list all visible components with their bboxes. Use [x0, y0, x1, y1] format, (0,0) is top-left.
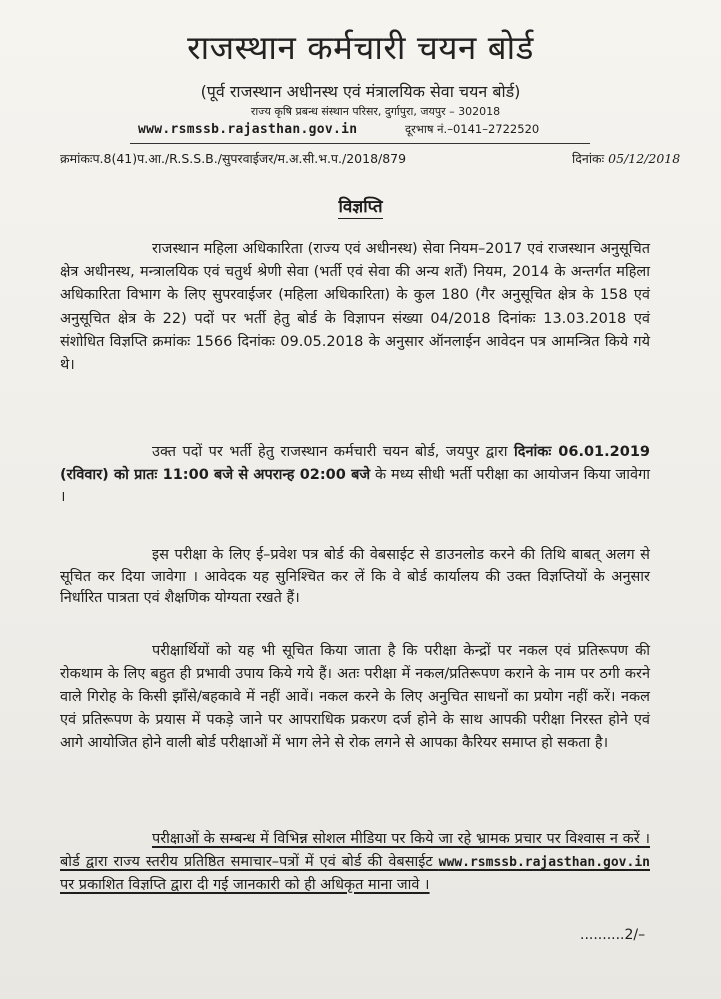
social-media-text-start: परीक्षाओं के सम्बन्ध में विभिन्न सोशल मीडिया पर किये जा रहे भ्रामक प्रचार पर विश्वास न करें । बोर्ड द्वारा राज्य स्तरीय प्रतिष्ठित समाचार–पत्रों में एवं बोर्ड की वेबसाईट: [60, 831, 650, 870]
header-divider: [130, 143, 590, 144]
social-media-text-end: पर प्रकाशित विज्ञप्ति द्वारा दी गई जानकारी को ही अधिकृत माना जावे ।: [60, 877, 430, 893]
organization-subtitle: (पूर्व राजस्थान अधीनस्थ एवं मंत्रालयिक सेवा चयन बोर्ड): [200, 82, 521, 101]
organization-title: राजस्थान कर्मचारी चयन बोर्ड: [187, 28, 534, 67]
exam-date-intro: उक्त पदों पर भर्ती हेतु राजस्थान कर्मचारी चयन बोर्ड, जयपुर द्वारा: [152, 444, 515, 460]
date-label: दिनांकः: [572, 151, 605, 166]
paragraph-social-media-warning: [60, 828, 650, 897]
website-link[interactable]: www.rsmssb.rajasthan.gov.in: [138, 122, 358, 137]
reference-row: [60, 150, 701, 167]
page-continuation: ..........2/–: [580, 927, 646, 943]
contact-row: [0, 122, 721, 142]
notice-heading: [0, 194, 721, 217]
paragraph-recruitment-details: राजस्थान महिला अधिकारिता (राज्य एवं अधीनस्थ) सेवा नियम–2017 एवं राजस्थान अनुसूचित क्षेत्र अधीनस्थ, मन्त्रालयिक एवं चतुर्थ श्रेणी सेवा (भर्ती एवं सेवा की अन्य शर्तें) नियम, 2014 के अन्तर्गत महिला अधिकारिता विभाग के लिए सुपरवाईजर (महिला अधिकारिता) के कुल 180 (गैर अनुसूचित क्षेत्र के 158 एवं अनुसूचित क्षेत्र के 22) पदों पर भर्ती हेतु बोर्ड के विज्ञापन संख्या 04/2018 दिनांकः 13.03.2018 एवं संशोधित विज्ञप्ति क्रमांकः 1566 दिनांकः 09.05.2018 के अनुसार ऑनलाईन आवेदन पत्र आमन्त्रित किये गये थे।: [60, 241, 650, 374]
date-value: 05/12/2018: [608, 151, 681, 166]
notice-heading-text: विज्ञप्ति: [338, 197, 383, 217]
paragraph-cheating-warning: परीक्षार्थियों को यह भी सूचित किया जाता है कि परीक्षा केन्द्रों पर नकल एवं प्रतिरूपण की रोकथाम के लिए बहुत ही प्रभावी उपाय किये गये हैं। अतः परीक्षा में नकल/प्रतिरूपण कराने के नाम पर ठगी करने वाले गिरोह के किसी झाँसे/बहकावे में नहीं आवें। नकल करने के लिए अनुचित साधनों का प्रयोग नहीं करें। नकल एवं प्रतिरूपण के प्रयास में पकड़े जाने पर आपराधिक प्रकरण दर्ज होने के साथ आपकी परीक्षा निरस्त होने एवं आगे आयोजित होने वाली बोर्ड परीक्षाओं में भाग लेने से रोक लगने से आपका कैरियर समाप्त हो सकता है।: [60, 643, 650, 751]
reference-date: [572, 150, 680, 167]
website-link-inline[interactable]: www.rsmssb.rajasthan.gov.in: [438, 855, 650, 870]
organization-address: राज्य कृषि प्रबन्ध संस्थान परिसर, दुर्गापुरा, जयपुर – 302018: [250, 105, 501, 118]
reference-number: क्रमांकःप.8(41)प.आ./R.S.S.B./सुपरवाईजर/म.अ.सी.भ.प./2018/879: [60, 151, 407, 166]
phone-number: दूरभाष नं.–0141–2722520: [405, 122, 540, 136]
paragraph-admit-card: इस परीक्षा के लिए ई–प्रवेश पत्र बोर्ड की वेबसाईट से डाउनलोड करने की तिथि बाबत् अलग से सूचित कर दिया जावेगा । आवेदक यह सुनिश्चित कर लें कि वे बोर्ड कार्यालय की उक्त विज्ञप्तियों के अनुसार निर्धारित पात्रता एवं शैक्षणिक योग्यता रखते हैं।: [60, 547, 650, 606]
exam-date-end: के मध्य सीधी भर्ती परीक्षा का आयोजन किया जावेगा ।: [60, 466, 651, 505]
exam-date-time: दिनांकः 06.01.2019 (रविवार) को प्रातः 11:00 बजे से अपरान्ह 02:00 बजे: [60, 444, 651, 483]
paragraph-exam-date: [60, 441, 650, 509]
